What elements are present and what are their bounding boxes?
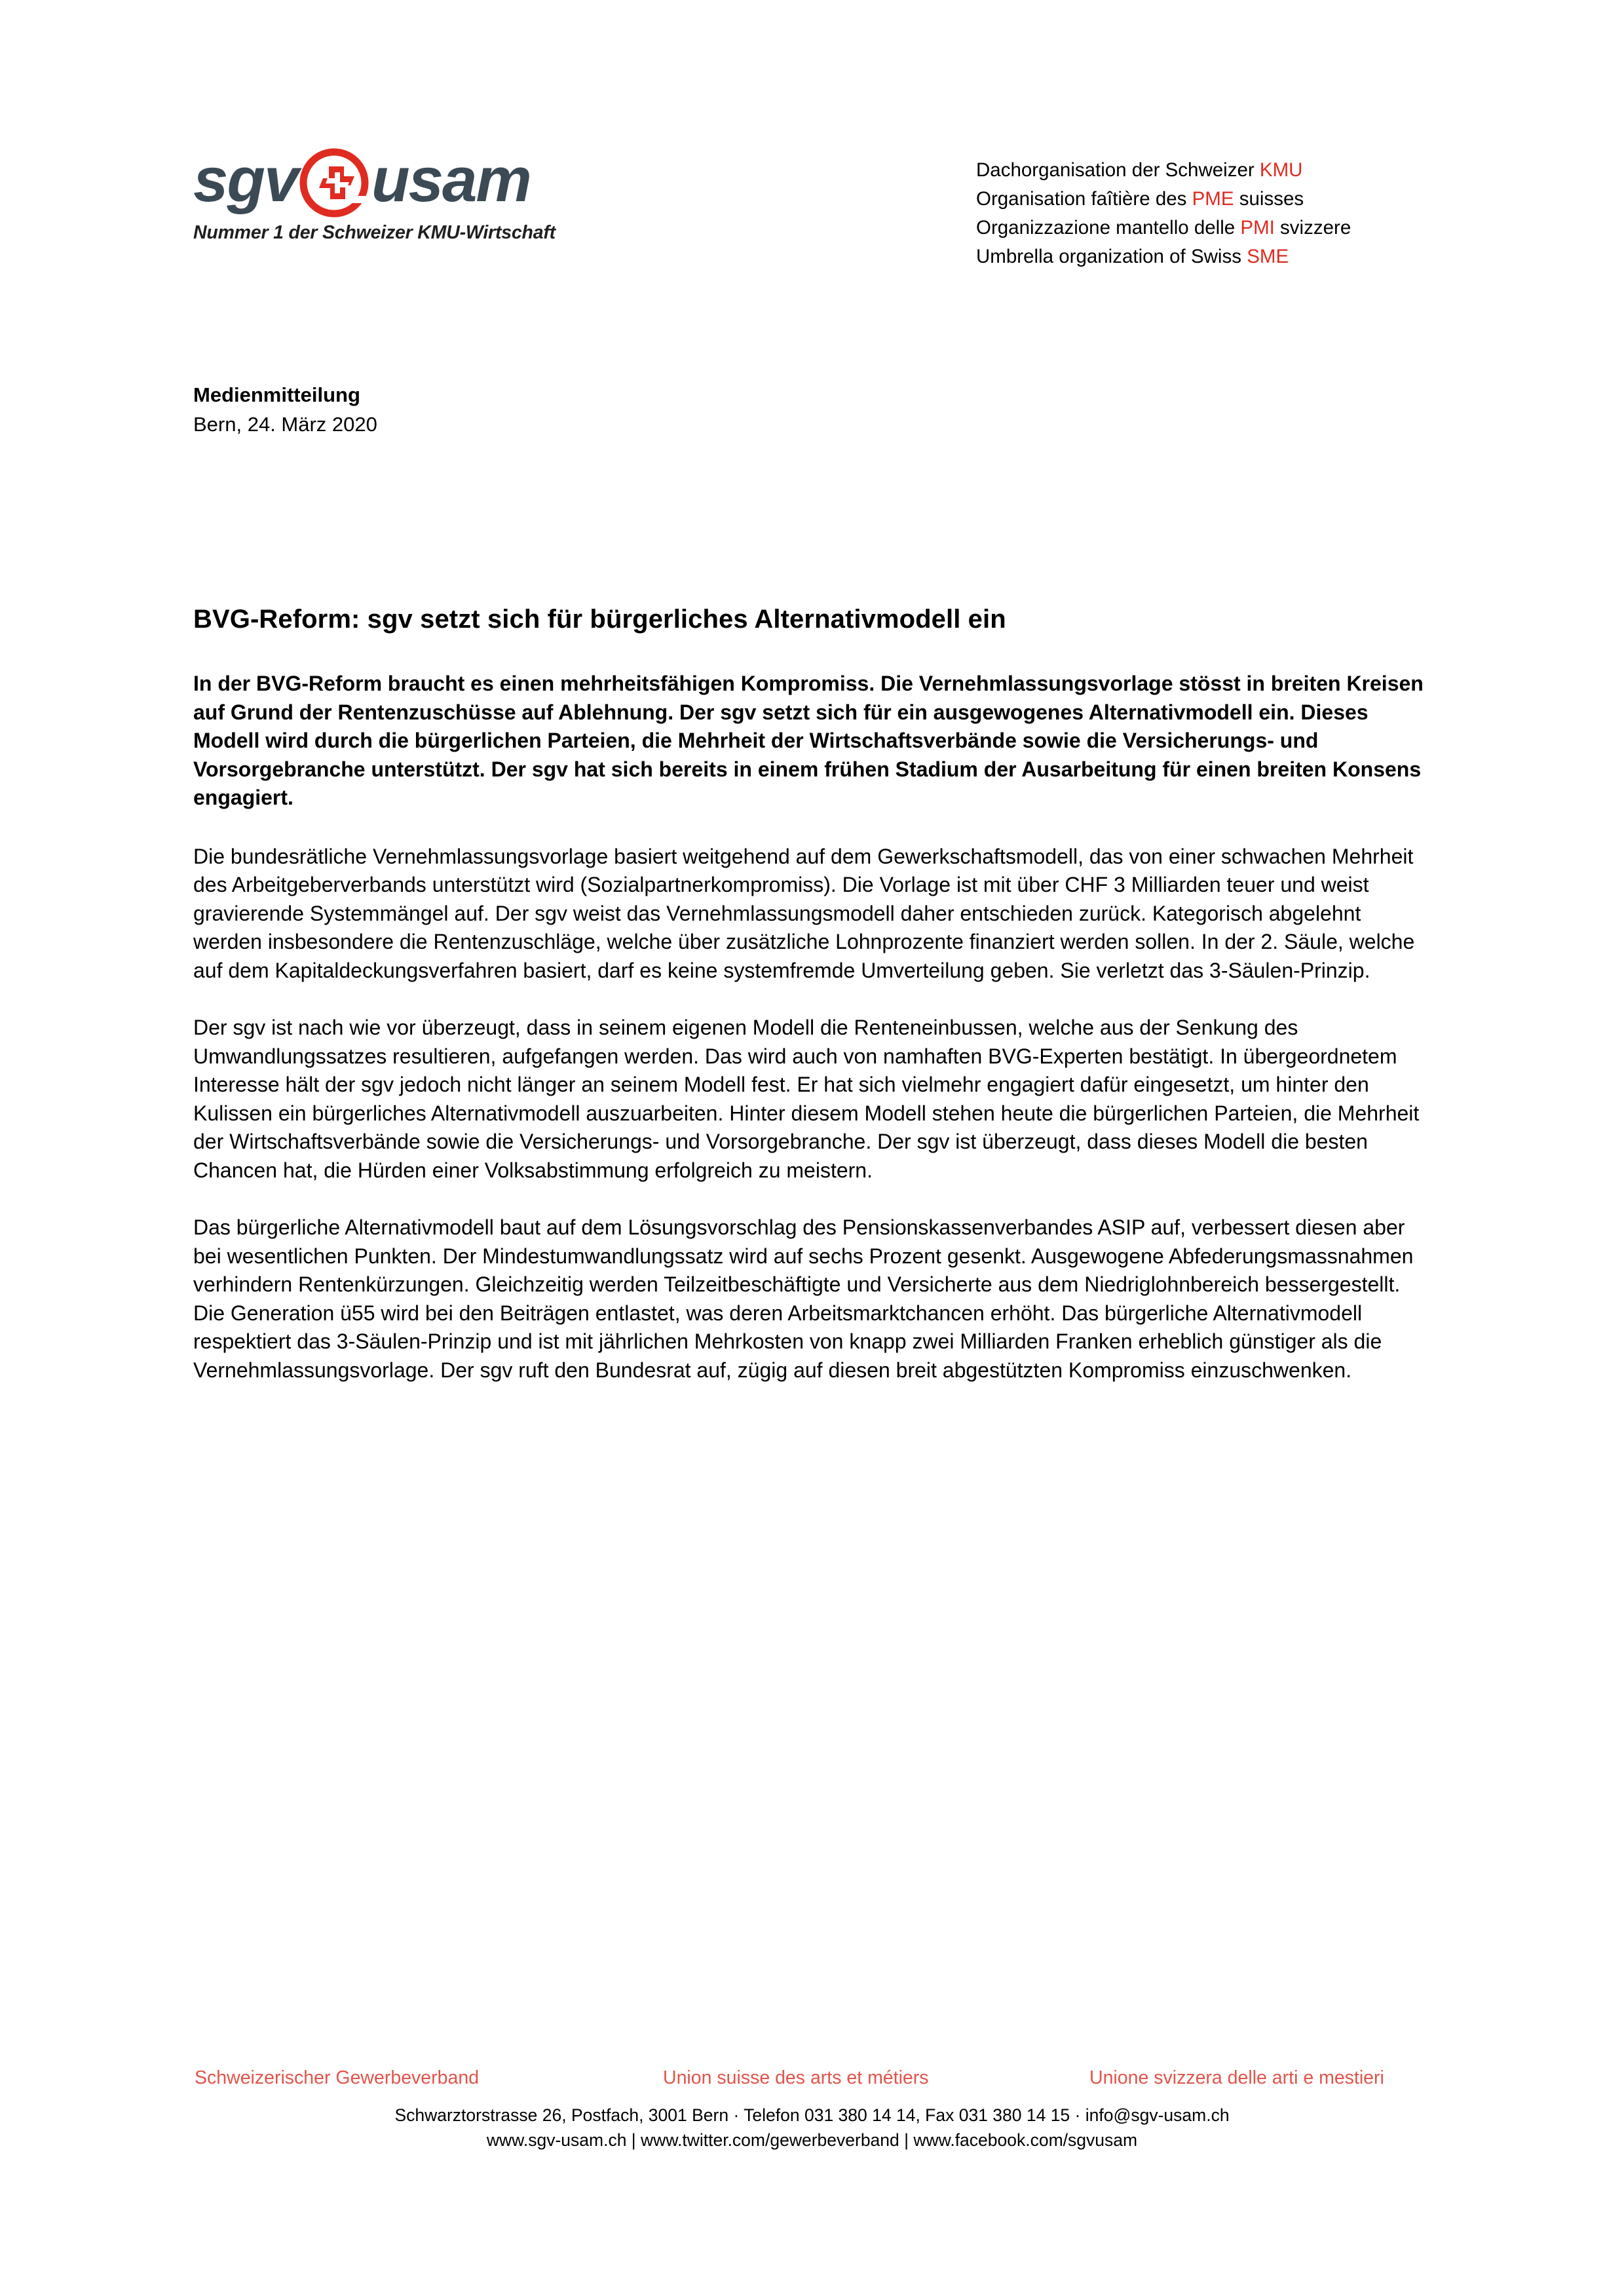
sgv-usam-logo: [193, 147, 560, 218]
org-acronym-pme: PME: [1192, 188, 1234, 210]
footer-organization-names: [0, 2067, 1624, 2097]
organization-languages: [976, 156, 1351, 271]
page-footer: [0, 2067, 1624, 2152]
org-line-en: Umbrella organization of Swiss SME: [976, 246, 1289, 267]
org-line-it: Organizzazione mantello delle PMI svizzere: [976, 217, 1351, 239]
document-meta: [193, 380, 377, 439]
place-and-date: Bern, 24. März 2020: [193, 413, 377, 436]
body-paragraph-3: Das bürgerliche Alternativmodell baut auf dem Lösungsvorschlag des Pensionskassenverbandes ASIP auf, verbessert diesen aber bei wesentlichen Punkten. Der Mindestumwandlungssatz wird auf sechs Prozent gesenkt. Ausgewogene Abfederungsmassnahmen verhindern Rentenkürzungen. Gleichzeitig werden Teilzeitbeschäftigte und Versicherte aus dem Niedriglohnbereich bessergestellt. Die Generation ü55 wird bei den Beiträgen entlastet, was deren Arbeitsmarktchancen erhöht. Das bürgerliche Alternativmodell respektiert das 3-Säulen-Prinzip und ist mit jährlichen Mehrkosten von knapp zwei Milliarden Franken erheblich günstiger als die Vernehmlassungsvorlage. Der sgv ruft den Bundesrat auf, zügig auf diesen breit abgestützten Kompromiss einzuschwenken.: [193, 1215, 1414, 1382]
footer-org-it: Unione svizzera delle arti e mestieri: [1089, 2067, 1384, 2088]
logo-tagline: Nummer 1 der Schweizer KMU-Wirtschaft: [193, 222, 556, 243]
logo-block: [193, 147, 599, 244]
footer-links-line[interactable]: www.sgv-usam.ch | www.twitter.com/gewerbeverband | www.facebook.com/sgvusam: [486, 2130, 1138, 2150]
footer-org-fr: Union suisse des arts et métiers: [663, 2067, 929, 2088]
svg-text:usam: usam: [371, 147, 531, 215]
article-body: [193, 603, 1438, 1385]
org-acronym-kmu: KMU: [1259, 159, 1303, 181]
body-paragraph-2: Der sgv ist nach wie vor überzeugt, dass in seinem eigenen Modell die Renteneinbussen, welche aus der Senkung des Umwandlungssatzes resultieren, aufgefangen werden. Das wird auch von namhaften BVG-Experten bestätigt. In übergeordnetem Interesse hält der sgv jedoch nicht länger an seinem Modell fest. Er hat sich vielmehr engagiert dafür eingesetzt, um hinter den Kulissen ein bürgerliches Alternativmodell auszuarbeiten. Hinter diesem Modell stehen heute die bürgerlichen Parteien, die Mehrheit der Wirtschaftsverbände sowie die Versicherungs- und Vorsorgebranche. Der sgv ist überzeugt, dass dieses Modell die besten Chancen hat, die Hürden einer Volksabstimmung erfolgreich zu meistern.: [193, 1016, 1420, 1182]
body-paragraph-1: Die bundesrätliche Vernehmlassungsvorlage basiert weitgehend auf dem Gewerkschaftsmodell, das von einer schwachen Mehrheit des Arbeitgeberverbands unterstützt wird (Sozialpartnerkompromiss). Die Vorlage ist mit über CHF 3 Milliarden teuer und weist gravierende Systemmängel auf. Der sgv weist das Vernehmlassungsmodell daher entschieden zurück. Kategorisch abgelehnt werden insbesondere die Rentenzuschläge, welche über zusätzliche Lohnprozente finanziert werden sollen. In der 2. Säule, welche auf dem Kapitaldeckungsverfahren basiert, darf es keine systemfremde Umverteilung geben. Sie verletzt das 3-Säulen-Prinzip.: [193, 844, 1415, 982]
document-type-label: Medienmitteilung: [193, 383, 360, 406]
swiss-cross-circle-emblem: [303, 152, 367, 214]
org-line-fr: Organisation faîtière des PME suisses: [976, 188, 1304, 210]
svg-text:sgv: sgv: [193, 147, 298, 215]
masthead: [193, 147, 1458, 278]
lead-paragraph: In der BVG-Reform braucht es einen mehrheitsfähigen Kompromiss. Die Vernehmlassungsvorlage stösst in breiten Kreisen auf Grund der Rentenzuschüsse auf Ablehnung. Der sgv setzt sich für ein ausgewogenes Alternativmodell ein. Dieses Modell wird durch die bürgerlichen Parteien, die Mehrheit der Wirtschaftsverbände sowie die Versicherungs- und Vorsorgebranche unterstützt. Der sgv hat sich bereits in einem frühen Stadium der Ausarbeitung für einen breiten Konsens engagiert.: [193, 672, 1424, 809]
footer-org-de: Schweizerischer Gewerbeverband: [195, 2067, 480, 2088]
footer-address-line: Schwarztorstrasse 26, Postfach, 3001 Bern · Telefon 031 380 14 14, Fax 031 380 14 15 · info@sgv-usam.ch: [394, 2105, 1230, 2125]
org-acronym-sme: SME: [1247, 246, 1289, 267]
org-line-de: Dachorganisation der Schweizer KMU: [976, 159, 1303, 181]
footer-contact-block: [0, 2103, 1624, 2152]
page-title: BVG-Reform: sgv setzt sich für bürgerliches Alternativmodell ein: [193, 605, 1006, 634]
org-acronym-pmi: PMI: [1240, 217, 1275, 239]
